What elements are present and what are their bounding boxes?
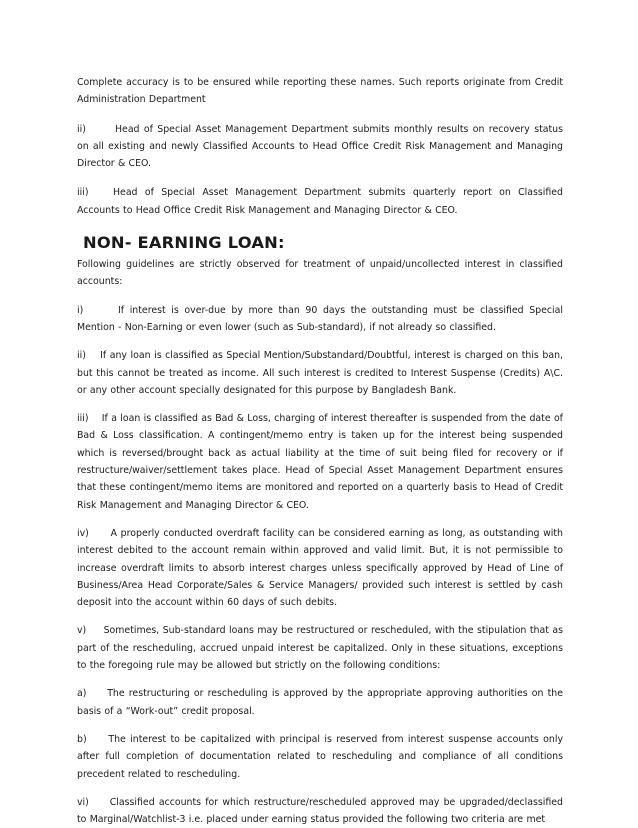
item-iii-text: If a loan is classified as Bad & Loss, charging of interest thereafter is suspended from the date of Bad & Loss classification. A contingent/memo entry is taken up for the interest being suspended which is reversed/brought back as actual liability at the time of suit being filed for recovery or if restructure/waiver/settlement takes place. Head of Special Asset Management Department ensures that these contingent/memo items are monitored and reported on a quarterly basis to Head of Credit Risk Management and Managing Director & CEO. (77, 413, 563, 511)
top-item-ii-text: Head of Special Asset Management Department submits monthly results on recovery status on all existing and newly Classified Accounts to Head Office Credit Risk Management and Managing Director & CEO. (77, 123, 563, 170)
item-i-label: i) (77, 304, 84, 316)
item-iv (77, 525, 563, 611)
top-item-iii (77, 184, 563, 219)
item-vi-text: Classified accounts for which restructure/rescheduled approved may be upgraded/declassified to Marginal/Watchlist-3 i.e. placed under earning status provided the following two criteria are met (77, 796, 563, 826)
item-iv-text: A properly conducted overdraft facility can be considered earning as long, as outstanding with interest debited to the account remain within approved and valid limit. But, it is not permissible to increase overdraft limits to absorb interest charges unless specifically approved by Head of Line of Business/Area Head Corporate/Sales & Service Managers/ provided such interest is settled by cash deposit into the account within 60 days of such debits. (77, 527, 563, 609)
item-v-text: Sometimes, Sub-standard loans may be restructured or rescheduled, with the stipulation that as part of the rescheduling, accrued unpaid interest be capitalized. Only in these situations, exceptions to the foregoing rule may be allowed but strictly on the following conditions: (77, 625, 563, 672)
top-item-iii-label: iii) (77, 187, 89, 199)
top-item-iii-text: Head of Special Asset Management Department submits quarterly report on Classified Accounts to Head Office Credit Risk Management and Managing Director & CEO. (77, 187, 563, 216)
document-body (77, 74, 563, 828)
section-heading: NON- EARNING LOAN: (83, 233, 285, 253)
item-a-label: a) (77, 688, 87, 700)
item-iii (77, 410, 563, 514)
item-a (77, 685, 563, 720)
item-b-label: b) (77, 733, 87, 745)
top-item-ii-label: ii) (77, 123, 86, 135)
item-iv-label: iv) (77, 527, 89, 539)
item-iii-label: iii) (77, 413, 89, 425)
item-vi-label: vi) (77, 796, 89, 808)
intro-text: Complete accuracy is to be ensured while reporting these names. Such reports originate from Credit Administration Department (77, 77, 563, 106)
intro-paragraph (77, 74, 563, 109)
item-ii-label: ii) (77, 350, 86, 362)
item-vi (77, 794, 563, 828)
item-a-text: The restructuring or rescheduling is approved by the appropriate approving authorities on the basis of a “Work-out” credit proposal. (77, 688, 563, 717)
item-i (77, 302, 563, 337)
item-ii (77, 347, 563, 399)
item-v-label: v) (77, 625, 87, 637)
item-v (77, 622, 563, 674)
item-ii-text: If any loan is classified as Special Mention/Substandard/Doubtful, interest is charged on this ban, but this cannot be treated as income. All such interest is credited to Interest Suspense (Credits) A\C. or any other account specially designated for this purpose by Bangladesh Bank. (77, 350, 563, 396)
item-i-text: If interest is over-due by more than 90 days the outstanding must be classified Special Mention - Non-Earning or even lower (such as Sub-standard), if not already so classified. (77, 304, 563, 333)
top-item-ii (77, 121, 563, 173)
item-b-text: The interest to be capitalized with principal is reserved from interest suspense accounts only after full completion of documentation related to rescheduling and compliance of all conditions precedent related to rescheduling. (77, 733, 563, 780)
section-intro (77, 256, 563, 291)
item-b (77, 731, 563, 783)
section-intro-text: Following guidelines are strictly observed for treatment of unpaid/uncollected interest in classified accounts: (77, 259, 563, 288)
